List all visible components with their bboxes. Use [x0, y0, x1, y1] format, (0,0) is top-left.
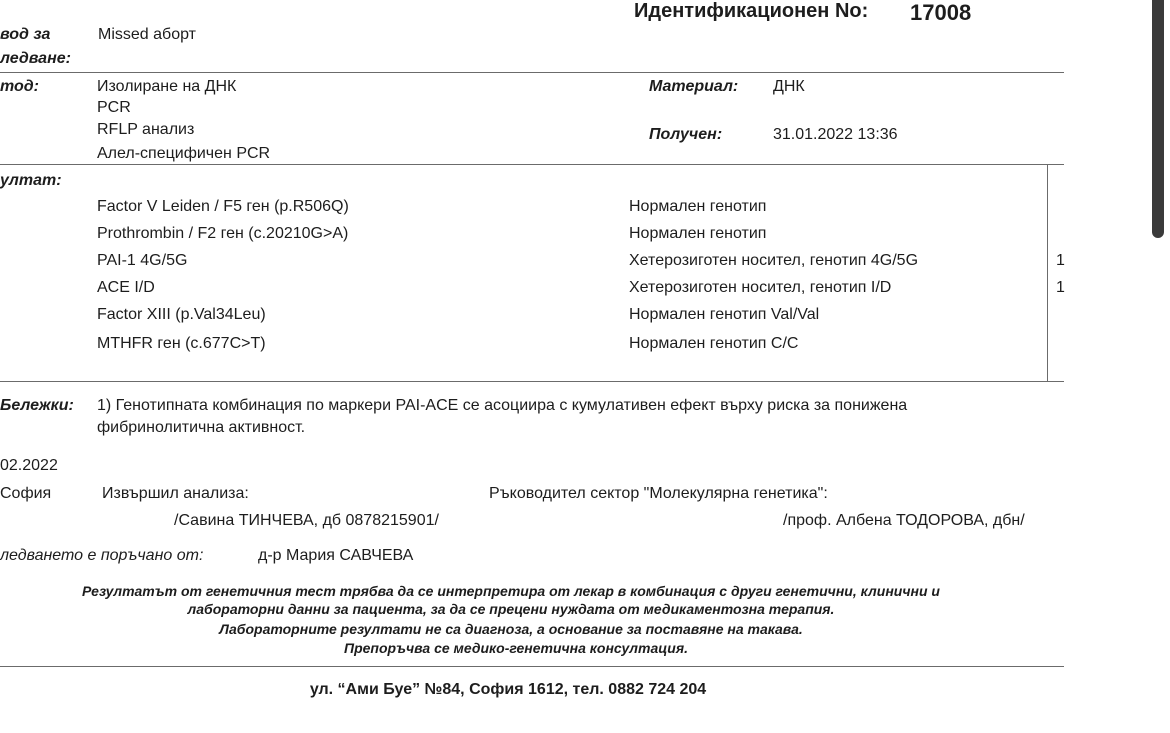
divider-results [0, 381, 1064, 382]
material-label: Материал: [649, 78, 739, 95]
notes-line: 1) Генотипната комбинация по маркери PAI-ACE се асоциира с кумулативен ефект върху риска за понижена [97, 397, 908, 414]
id-label: Идентификационен No: [634, 0, 869, 22]
id-value: 17008 [910, 0, 972, 25]
divider-method [0, 164, 1064, 165]
result-marker: Prothrombin / F2 ген (c.20210G>A) [97, 225, 349, 242]
result-extra: 1 [1056, 279, 1065, 296]
received-label: Получен: [649, 126, 723, 143]
signature-city: София [0, 485, 52, 502]
result-genotype: Нормален генотип C/C [629, 335, 799, 352]
scrollbar-thumb[interactable] [1152, 0, 1164, 238]
disclaimer-line: Резултатът от генетичния тест трябва да се интерпретира от лекар в комбинация с други генетични, клинични и [82, 583, 940, 599]
method-item: Изолиране на ДНК [97, 78, 237, 95]
method-item: PCR [97, 99, 131, 116]
ordered-value: д-р Мария САВЧЕВА [258, 547, 414, 564]
result-genotype: Нормален генотип [629, 225, 767, 242]
results-label: ултат: [0, 172, 62, 189]
reason-label-line1: вод за [0, 26, 51, 43]
head-label: Ръководител сектор "Молекулярна генетика": [489, 485, 828, 502]
material-value: ДНК [773, 78, 805, 95]
reason-label-line2: ледване: [0, 50, 71, 67]
disclaimer-line: Препоръчва се медико-генетична консултация. [344, 640, 688, 656]
divider-top [0, 72, 1064, 73]
signature-date: 02.2022 [0, 457, 58, 474]
ordered-label: ледването е поръчано от: [0, 547, 204, 564]
performed-label: Извършил анализа: [102, 485, 249, 502]
performed-name: /Савина ТИНЧЕВА, дб 0878215901/ [174, 512, 439, 529]
head-name: /проф. Албена ТОДОРОВА, дбн/ [783, 512, 1025, 529]
result-genotype: Хетерозиготен носител, генотип I/D [629, 279, 892, 296]
method-item: Алел-специфичен PCR [97, 145, 271, 162]
footer-address: ул. “Ами Буе” №84, София 1612, тел. 0882 724 204 [309, 681, 707, 698]
notes-line: фибринолитична активност. [97, 419, 306, 436]
result-genotype: Нормален генотип Val/Val [629, 306, 820, 323]
notes-label: Бележки: [0, 397, 74, 414]
divider-footer [0, 666, 1064, 667]
result-marker: MTHFR ген (c.677C>T) [97, 335, 266, 352]
reason-value: Missed аборт [98, 26, 196, 43]
received-value: 31.01.2022 13:36 [773, 126, 898, 143]
result-marker: Factor XIII (p.Val34Leu) [97, 306, 266, 323]
results-vertical-rule [1047, 165, 1048, 381]
method-item: RFLP анализ [97, 121, 195, 138]
disclaimer-line: Лабораторните резултати не са диагноза, а основание за поставяне на такава. [219, 621, 803, 637]
result-genotype: Хетерозиготен носител, генотип 4G/5G [629, 252, 919, 269]
method-label: тод: [0, 78, 40, 95]
result-extra: 1 [1056, 252, 1065, 269]
result-marker: Factor V Leiden / F5 ген (p.R506Q) [97, 198, 349, 215]
result-genotype: Нормален генотип [629, 198, 767, 215]
result-marker: PAI-1 4G/5G [97, 252, 188, 269]
disclaimer-line: лабораторни данни за пациента, за да се прецени нуждата от медикаментозна терапия. [187, 601, 835, 617]
result-marker: ACE I/D [97, 279, 155, 296]
